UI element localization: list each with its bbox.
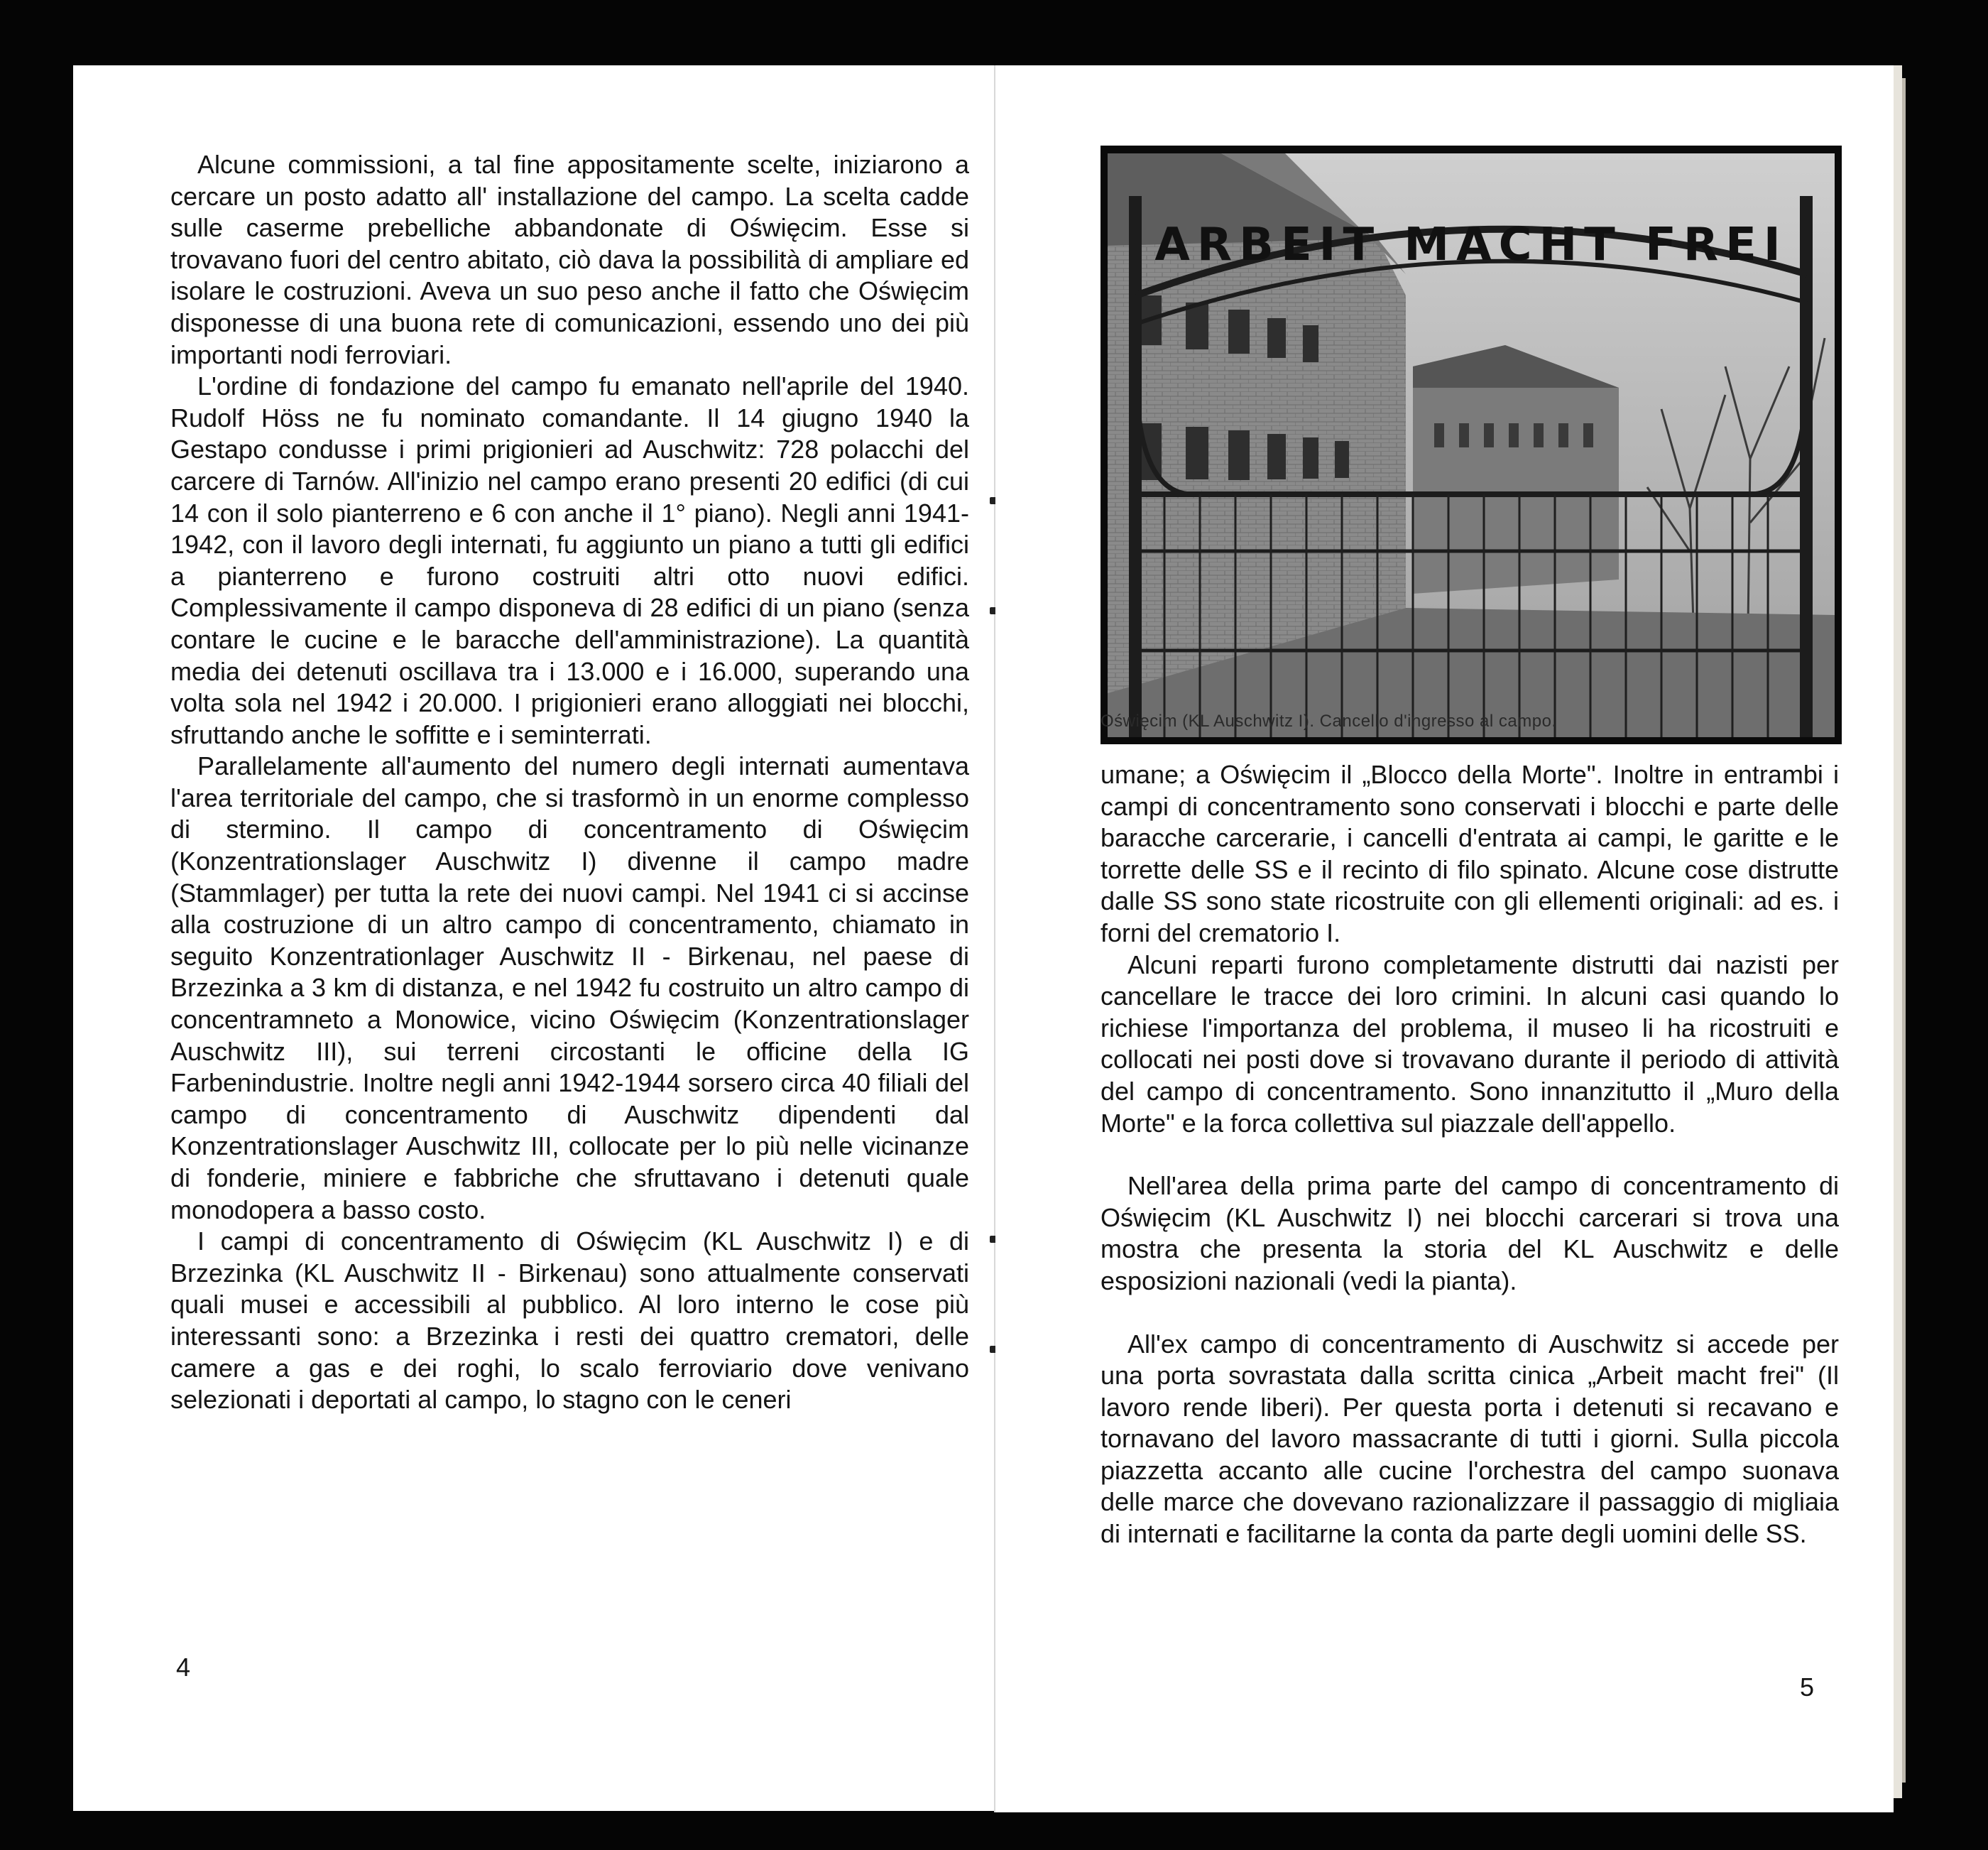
right-paragraph-2: Alcuni reparti furono completamente distrutti dai nazisti per cancellare le tracce dei loro crimini. In alcuni casi quando lo richiese l'importanza del problema, il museo li ha ricostruiti e collocati nei posti dove si trovavano durante il periodo di attività del campo di concentramento. Sono innanzitutto il „Muro della Morte" e la forca collettiva sul piazzale dell'appello. <box>1100 950 1839 1138</box>
page-number-left: 4 <box>176 1653 191 1682</box>
gate-sign-text: ARBEIT MACHT FREI <box>1154 219 1788 271</box>
right-page-body <box>1100 759 1839 1550</box>
left-paragraph-1: Alcune commissioni, a tal fine appositamente scelte, iniziarono a cercare un posto adatto all' installazione del campo. La scelta cadde sulle caserme prebelliche abbandonate di Oświęcim. Esse si trovavano fuori del centro abitato, ciò dava la possibilità di ampliare ed isolare le costruzioni. Aveva un suo peso anche il fatto che Oświęcim disponesse di una buona rete di comunicazioni, essendo uno dei più importanti nodi ferroviari. <box>170 150 969 369</box>
page-number-right: 5 <box>1800 1672 1815 1702</box>
left-page-body <box>170 149 969 1416</box>
right-page <box>995 65 1894 1812</box>
right-paragraph-4: All'ex campo di concentramento di Auschwitz si accede per una porta sovrastata dalla scritta cinica „Arbeit macht frei" (Il lavoro rende liberi). Per questa porta i detenuti si recavano e tornavano del lavoro massacrante di tutti i giorni. Sulla piccola piazzetta accanto alle cucine l'orchestra del campo suonava delle marce che dovevano razionalizzare il passaggio di migliaia di internati e facilitarne la conta da parte degli uomini delle SS. <box>1100 1329 1839 1549</box>
photo-caption: Oświęcim (KL Auschwitz I). Cancello d'ingresso al campo. <box>1100 712 1557 731</box>
left-paragraph-3: Parallelamente all'aumento del numero degli internati aumentava l'area territoriale del campo, che si trasformò in un enorme complesso di stermino. Il campo di concentramento di Oświęcim (Konzentrationslager Auschwitz I) divenne il campo madre (Stammlager) per tutta la rete dei nuovi campi. Nel 1941 ci si accinse alla costruzione di un altro campo di concentramento, chiamato in seguito Konzentrationlager Auschwitz II - Birkenau, nel paese di Brzezinka a 3 km di distanza, e nel 1942 fu costruito un altro campo di concentramneto a Monowice, vicino Oświęcim (Konzentrationslager Auschwitz III), sui terreni circostanti le officine della IG Farbenindustrie. Inoltre negli anni 1942-1944 sorsero circa 40 filiali del campo di concentramento di Auschwitz dipendenti dal Konzentrationslager Auschwitz III, collocate per lo più nelle vicinanze di fonderie, miniere e fabbriche che sfruttavano i detenuti quale monodopera a basso costo. <box>170 751 969 1224</box>
right-paragraph-1: umane; a Oświęcim il „Blocco della Morte". Inoltre in entrambi i campi di concentramento sono conservati i blocchi e parte delle baracche carcerarie, i cancelli d'entrata ai campi, le garitte e le torrette delle SS e il recinto di filo spinato. Alcune cose distrutte dalle SS sono state ricostruite con gli ellementi originali: ad es. i forni del crematorio I. <box>1100 760 1839 947</box>
right-paragraph-3: Nell'area della prima parte del campo di concentramento di Oświęcim (KL Auschwitz I) nei blocchi carcerari si trova una mostra che presenta la storia del KL Auschwitz e delle esposizioni nazionali (vedi la pianta). <box>1100 1171 1839 1295</box>
left-paragraph-2: L'ordine di fondazione del campo fu emanato nell'aprile del 1940. Rudolf Höss ne fu nominato comandante. Il 14 giugno 1940 la Gestapo condusse i primi prigionieri ad Auschwitz: 728 polacchi del carcere di Tarnów. All'inizio nel campo erano presenti 20 edifici (di cui 14 con il solo pianterreno e 6 con anche il 1° piano). Negli anni 1941-1942, con il lavoro degli internati, fu aggiunto un piano a tutti gli edifici a pianterreno e furono costruiti altri otto nuovi edifici. Complessivamente il campo disponeva di 28 edifici di un piano (senza contare le cucine e le baracche dell'amministrazione). La quantità media dei detenuti oscillava tra i 13.000 e i 16.000, superando una volta sola nel 1942 i 20.000. I prigionieri erano alloggiati nei blocchi, sfruttando anche le soffitte e i seminterrati. <box>170 371 969 749</box>
left-paragraph-4: I campi di concentramento di Oświęcim (KL Auschwitz I) e di Brzezinka (KL Auschwitz II - Birkenau) sono attualmente conservati quali musei e accessibili al pubblico. Al loro interno le cose più interessanti sono: a Brzezinka i resti dei quattro crematori, delle camere a gas e dei roghi, lo scalo ferroviario dove venivano selezionati i deportati al campo, lo stagno con le ceneri <box>170 1226 969 1415</box>
auschwitz-gate-photo <box>1108 153 1835 737</box>
page-edge <box>1894 65 1902 1798</box>
left-page <box>73 65 1007 1811</box>
page-edge-shadow <box>1902 78 1906 1783</box>
